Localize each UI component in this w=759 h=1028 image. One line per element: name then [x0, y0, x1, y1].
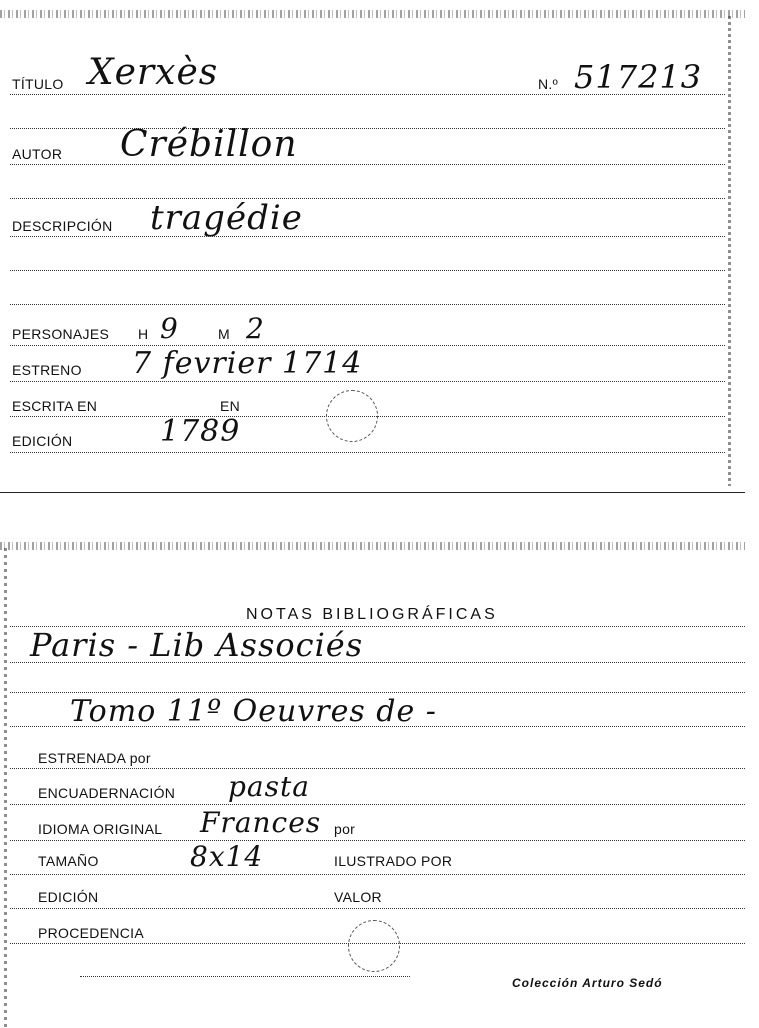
rule-line	[10, 128, 725, 129]
descripcion-label: DESCRIPCIÓN	[12, 218, 113, 234]
titulo-label: TÍTULO	[12, 76, 64, 92]
edicion-value: 1789	[160, 414, 241, 449]
punch-hole-icon	[326, 390, 378, 442]
personajes-h-label: H	[138, 326, 149, 342]
idioma-label: IDIOMA ORIGINAL	[38, 821, 163, 837]
tamano-value: 8x14	[190, 840, 264, 873]
autor-label: AUTOR	[12, 146, 63, 162]
rule-line	[10, 726, 745, 727]
rule-line	[10, 452, 725, 453]
valor-label: VALOR	[334, 889, 382, 905]
estreno-label: ESTRENO	[12, 362, 82, 378]
catalog-card-top	[0, 0, 745, 490]
rule-line	[10, 381, 725, 382]
edicion-label: EDICIÓN	[12, 433, 73, 449]
rule-line	[10, 908, 745, 909]
estrenada-label: ESTRENADA por	[38, 750, 151, 766]
rule-line	[10, 692, 745, 693]
rule-line	[10, 874, 745, 875]
rule-line	[10, 840, 745, 841]
personajes-h-value: 9	[160, 312, 179, 345]
rule-line	[10, 662, 745, 663]
edicion-label-bottom: EDICIÓN	[38, 889, 99, 905]
card-left-edge	[4, 548, 7, 1028]
collection-credit: Colección Arturo Sedó	[512, 976, 663, 990]
rule-line	[10, 304, 725, 305]
notas-heading: NOTAS BIBLIOGRÁFICAS	[246, 606, 498, 623]
personajes-m-label: M	[218, 326, 230, 342]
rule-line	[10, 94, 725, 95]
personajes-label: PERSONAJES	[12, 326, 110, 342]
note-line-1: Paris - Lib Associés	[30, 626, 364, 664]
catalog-card-bottom	[0, 538, 745, 1028]
card-right-edge	[728, 16, 731, 486]
numero-label: N.º	[538, 76, 559, 92]
titulo-value: Xerxès	[88, 52, 219, 93]
tamano-label: TAMAÑO	[38, 853, 99, 869]
card-separator	[0, 492, 745, 493]
note-line-2: Tomo 11º Oeuvres de -	[70, 694, 437, 729]
rule-line	[10, 164, 725, 165]
estreno-value: 7 fevrier 1714	[132, 346, 363, 381]
idioma-value: Frances	[200, 806, 322, 839]
en-label: EN	[220, 398, 241, 414]
procedencia-label: PROCEDENCIA	[38, 925, 144, 941]
encuadernacion-value: pasta	[228, 770, 310, 803]
rule-line	[80, 976, 410, 977]
rule-line	[10, 768, 745, 769]
personajes-m-value: 2	[246, 312, 265, 345]
punch-hole-icon	[348, 920, 400, 972]
numero-value: 517213	[574, 58, 703, 96]
rule-line	[10, 236, 725, 237]
rule-line	[10, 345, 725, 346]
autor-value: Crébillon	[120, 124, 298, 165]
rule-line	[10, 804, 745, 805]
encuadernacion-label: ENCUADERNACIÓN	[38, 785, 176, 801]
ilustrado-label: ILUSTRADO POR	[334, 853, 453, 869]
descripcion-value: tragédie	[150, 198, 303, 238]
rule-line	[10, 270, 725, 271]
por-label: por	[334, 821, 356, 837]
rule-line	[10, 198, 725, 199]
card-top-edge	[0, 10, 745, 18]
card-top-edge	[0, 542, 745, 550]
escrita-en-label: ESCRITA EN	[12, 398, 98, 414]
